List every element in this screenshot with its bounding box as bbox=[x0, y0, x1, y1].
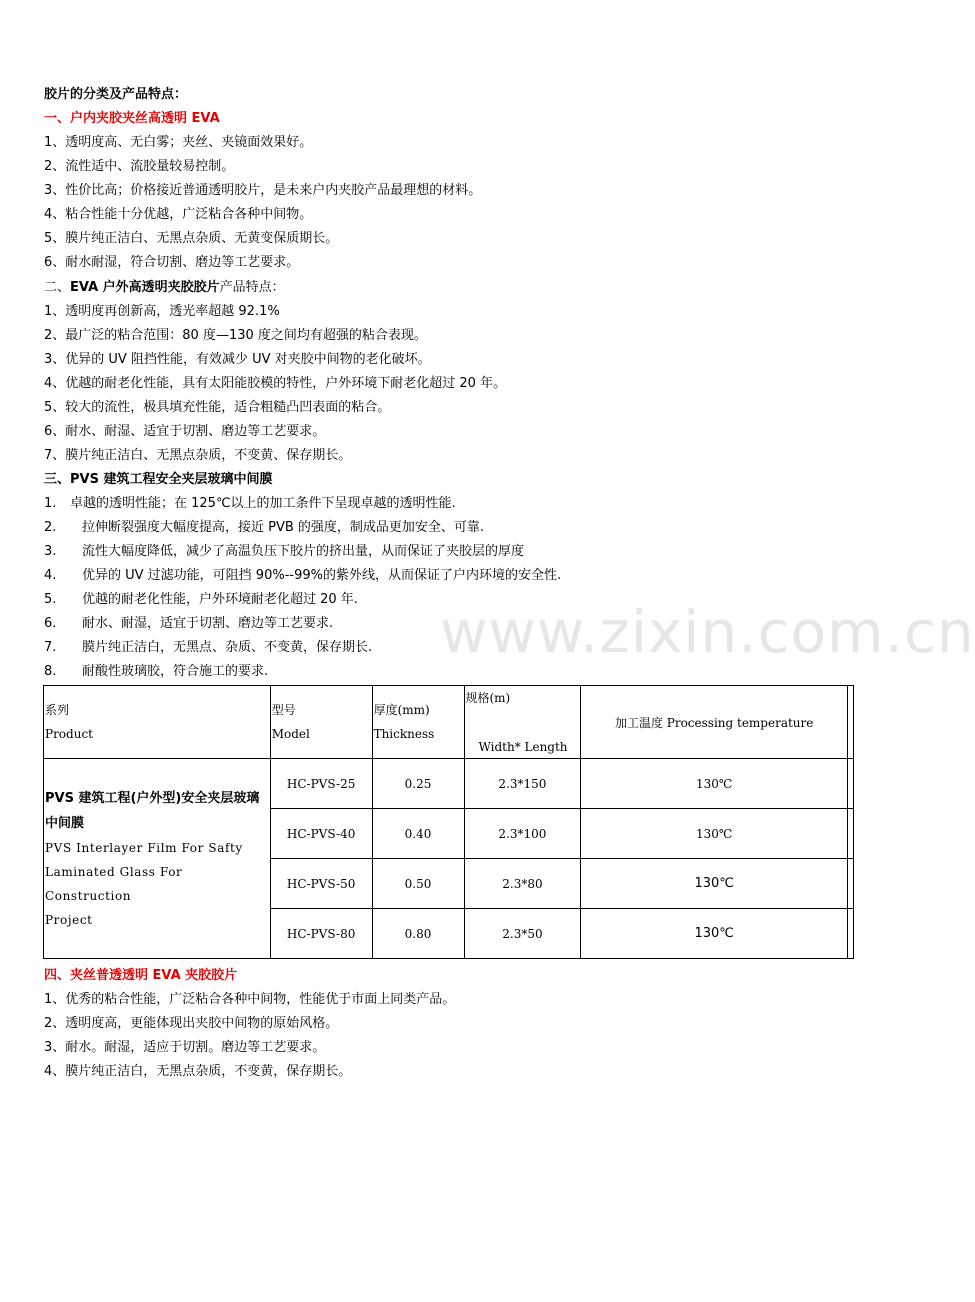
section2-item: 1、透明度再创新高，透光率超越 92.1% bbox=[44, 304, 280, 319]
section3-item: 8. 耐酸性玻璃胶，符合施工的要求. bbox=[44, 664, 269, 679]
table-row bbox=[44, 759, 854, 809]
thickness-cell: 0.25 bbox=[372, 759, 464, 809]
section3-item: 1. 卓越的透明性能；在 125℃以上的加工条件下呈现卓越的透明性能. bbox=[44, 496, 456, 511]
table-edge-cell bbox=[847, 909, 853, 959]
section2-title-bold: EVA 户外高透明夹胶胶片 bbox=[70, 280, 220, 295]
temperature-cell: 130℃ bbox=[581, 809, 848, 859]
size-cell: 2.3*150 bbox=[464, 759, 581, 809]
size-cell: 2.3*100 bbox=[464, 809, 581, 859]
table-edge-cell bbox=[847, 759, 853, 809]
section2-title-prefix: 二、 bbox=[44, 280, 71, 295]
section2-title bbox=[44, 280, 285, 296]
header-model: 型号 Model bbox=[270, 686, 372, 759]
section3-item: 4. 优异的 UV 过滤功能，可阻挡 90%--99%的紫外线，从而保证了户内环境的安全性. bbox=[44, 568, 562, 583]
thickness-cell: 0.80 bbox=[372, 909, 464, 959]
model-cell: HC-PVS-40 bbox=[270, 809, 372, 859]
temperature-cell: 130℃ bbox=[581, 759, 848, 809]
model-cell: HC-PVS-80 bbox=[270, 909, 372, 959]
temperature-cell: 130℃ bbox=[581, 859, 848, 909]
section2-item: 3、优异的 UV 阻挡性能，有效减少 UV 对夹胶中间物的老化破坏。 bbox=[44, 352, 431, 367]
section4-item: 3、耐水。耐湿，适应于切割。磨边等工艺要求。 bbox=[44, 1040, 326, 1055]
doc-heading: 胶片的分类及产品特点： bbox=[44, 87, 188, 102]
header-thickness: 厚度(mm) Thickness bbox=[372, 686, 464, 759]
section3-item: 5. 优越的耐老化性能，户外环境耐老化超过 20 年. bbox=[44, 592, 358, 607]
watermark: www.zixin.com.cn bbox=[440, 598, 975, 666]
section3-item: 3. 流性大幅度降低，减少了高温负压下胶片的挤出量，从而保证了夹胶层的厚度 bbox=[44, 544, 525, 559]
table-edge-cell bbox=[847, 859, 853, 909]
section1-item: 5、膜片纯正洁白、无黑点杂质、无黄变保质期长。 bbox=[44, 231, 339, 246]
model-cell: HC-PVS-25 bbox=[270, 759, 372, 809]
temperature-cell: 130℃ bbox=[581, 909, 848, 959]
section1-item: 2、流性适中、流胶量较易控制。 bbox=[44, 159, 235, 174]
section3-item: 2. 拉伸断裂强度大幅度提高，接近 PVB 的强度，制成品更加安全、可靠. bbox=[44, 520, 485, 535]
section3-title: 三、PVS 建筑工程安全夹层玻璃中间膜 bbox=[44, 472, 273, 487]
section3-item: 6. 耐水、耐湿，适宜于切割、磨边等工艺要求. bbox=[44, 616, 334, 631]
section4-title: 四、夹丝普透透明 EVA 夹胶胶片 bbox=[44, 968, 238, 983]
section2-item: 6、耐水、耐湿、适宜于切割、磨边等工艺要求。 bbox=[44, 424, 326, 439]
section2-title-suffix: 产品特点： bbox=[219, 280, 285, 295]
table-edge-cell bbox=[847, 686, 853, 759]
spec-table bbox=[43, 685, 854, 959]
size-cell: 2.3*50 bbox=[464, 909, 581, 959]
header-temperature: 加工温度 Processing temperature bbox=[581, 686, 848, 759]
section2-item: 7、膜片纯正洁白、无黑点杂质，不变黄、保存期长。 bbox=[44, 448, 352, 463]
section1-item: 4、粘合性能十分优越，广泛粘合各种中间物。 bbox=[44, 207, 313, 222]
table-header-row bbox=[44, 686, 854, 759]
model-cell: HC-PVS-50 bbox=[270, 859, 372, 909]
section1-item: 1、透明度高、无白雾；夹丝、夹镜面效果好。 bbox=[44, 135, 313, 150]
section1-item: 3、性价比高；价格接近普通透明胶片，是未来户内夹胶产品最理想的材料。 bbox=[44, 183, 482, 198]
header-spec: 规格(m) Width* Length bbox=[464, 686, 581, 759]
section1-title: 一、户内夹胶夹丝高透明 EVA bbox=[44, 111, 220, 126]
size-cell: 2.3*80 bbox=[464, 859, 581, 909]
thickness-cell: 0.40 bbox=[372, 809, 464, 859]
section4-item: 2、透明度高，更能体现出夹胶中间物的原始风格。 bbox=[44, 1016, 339, 1031]
section4-item: 1、优秀的粘合性能，广泛粘合各种中间物，性能优于市面上同类产品。 bbox=[44, 992, 456, 1007]
section2-item: 5、较大的流性，极具填充性能，适合粗糙凸凹表面的粘合。 bbox=[44, 400, 391, 415]
series-cell: PVS 建筑工程(户外型)安全夹层玻璃中间膜 PVS Interlayer Film For Safty Laminated Glass For Construction Project bbox=[44, 759, 271, 959]
section2-item: 4、优越的耐老化性能，具有太阳能胶模的特性，户外环境下耐老化超过 20 年。 bbox=[44, 376, 507, 391]
header-series: 系列 Product bbox=[44, 686, 271, 759]
section2-item: 2、最广泛的粘合范围：80 度—130 度之间均有超强的粘合表现。 bbox=[44, 328, 427, 343]
section1-item: 6、耐水耐湿，符合切割、磨边等工艺要求。 bbox=[44, 255, 300, 270]
thickness-cell: 0.50 bbox=[372, 859, 464, 909]
section4-item: 4、膜片纯正洁白，无黑点杂质，不变黄，保存期长。 bbox=[44, 1064, 352, 1079]
table-edge-cell bbox=[847, 809, 853, 859]
section3-item: 7. 膜片纯正洁白，无黑点、杂质、不变黄，保存期长. bbox=[44, 640, 373, 655]
